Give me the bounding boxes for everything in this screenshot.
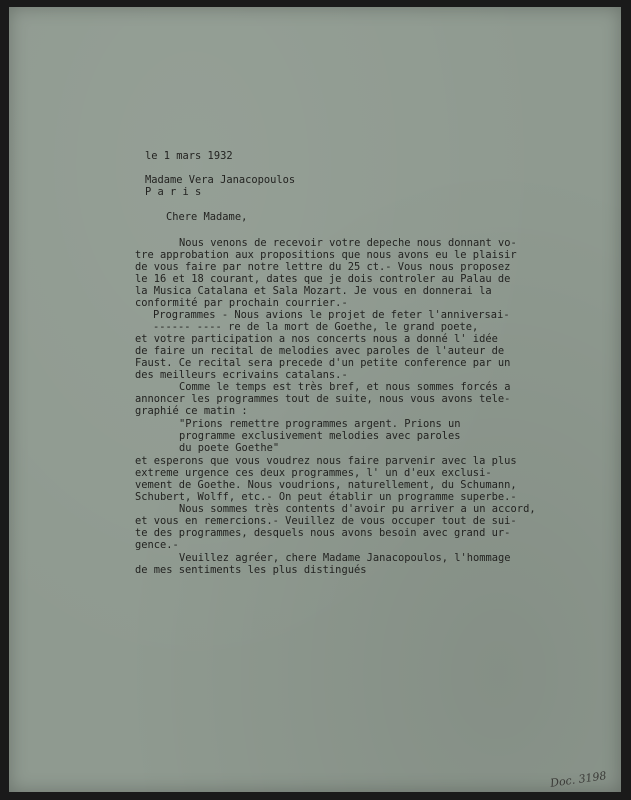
body-line: tre approbation aux propositions que nous avons eu le plaisir [135,249,517,261]
body-line: et vous en remercions.- Veuillez de vous occuper tout de sui- [135,515,517,527]
body-line: extreme urgence ces deux programmes, l' un d'eux exclusi- [135,467,492,479]
body-line: et votre participation a nos concerts nous a donné l' idée [135,333,498,345]
body-line: ------ ---- re de la mort de Goethe, le grand poete, [153,321,479,333]
body-line: conformité par prochain courrier.- [135,297,348,309]
body-line: Nous venons de recevoir votre depeche nous donnant vo- [179,237,517,249]
recipient-name: Madame Vera Janacopoulos [145,174,296,186]
body-line: la Musica Catalana et Sala Mozart. Je vous en donnerai la [135,285,492,297]
telegram-quote-line: du poete Goethe" [179,442,280,454]
body-line: Schubert, Wolff, etc.- On peut établir un programme superbe.- [135,491,517,503]
body-line: Comme le temps est très bref, et nous sommes forcés a [179,381,511,393]
body-line: de vous faire par notre lettre du 25 ct.- Vous nous proposez [135,261,511,273]
body-line: gence.- [135,539,179,551]
typed-letter [9,7,621,792]
body-line: vement de Goethe. Nous voudrions, naturellement, du Schumann, [135,479,517,491]
body-line: Programmes - Nous avions le projet de feter l'anniversai- [153,309,510,321]
body-line: annoncer les programmes tout de suite, nous vous avons tele- [135,393,511,405]
telegram-quote-line: "Prions remettre programmes argent. Prions un [179,418,461,430]
archive-reference: Doc. 3198 [549,769,608,790]
recipient-city: P a r i s [145,186,202,198]
telegram-quote-line: programme exclusivement melodies avec paroles [179,430,461,442]
body-line: le 16 et 18 courant, dates que je dois controler au Palau de [135,273,511,285]
paper-sheet [9,7,621,792]
closing-line: de mes sentiments les plus distingués [135,564,367,576]
body-line: graphié ce matin : [135,405,248,417]
body-line: te des programmes, desquels nous avons besoin avec grand ur- [135,527,511,539]
salutation: Chere Madame, [166,211,248,223]
closing-line: Veuillez agréer, chere Madame Janacopoulos, l'hommage [179,552,511,564]
body-line: et esperons que vous voudrez nous faire parvenir avec la plus [135,455,517,467]
body-line: Faust. Ce recital sera precede d'un petite conference par un [135,357,511,369]
body-line: des meilleurs ecrivains catalans.- [135,369,348,381]
body-line: de faire un recital de melodies avec paroles de l'auteur de [135,345,505,357]
body-line: Nous sommes très contents d'avoir pu arriver a un accord, [179,503,536,515]
letter-date: le 1 mars 1932 [145,150,233,162]
